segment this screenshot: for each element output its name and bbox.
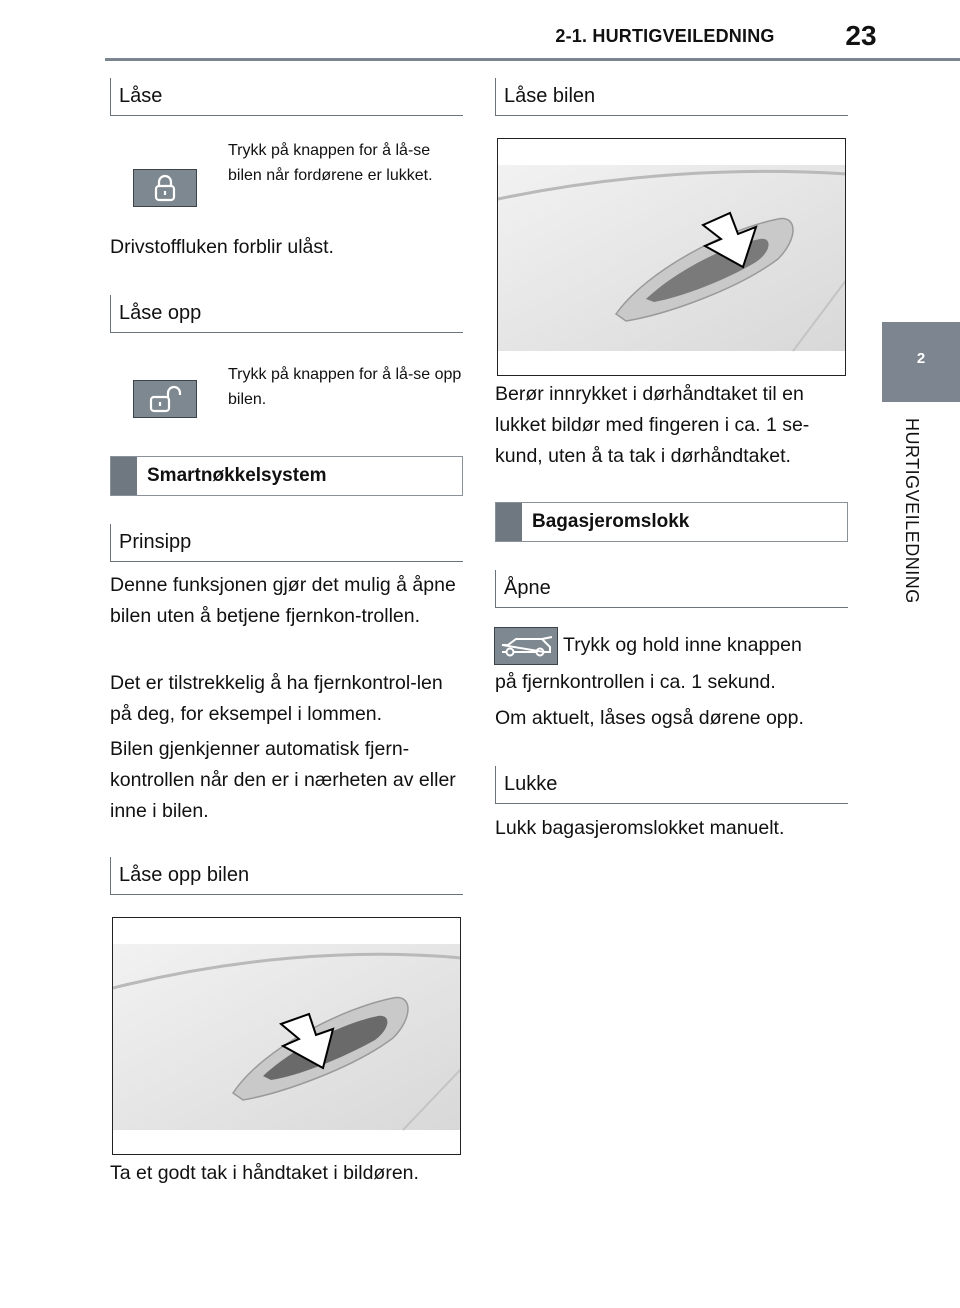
open-text-2: på fjernkontrollen i ca. 1 sekund.	[495, 671, 776, 693]
principle-heading: Prinsipp	[110, 524, 463, 562]
principle-paragraph-2: Det er tilstrekkelig å ha fjernkontrol-len på deg, for eksempel i lommen.	[110, 672, 443, 725]
smartkey-section-heading	[110, 456, 463, 496]
lock-car-heading: Låse bilen	[495, 78, 848, 116]
chapter-tab-label: HURTIGVEILEDNING	[902, 418, 922, 604]
fuel-flap-text: Drivstoffluken forblir ulåst.	[110, 236, 334, 258]
lock-note: Trykk på knappen for å lå-se bilen når fordørene er lukket.	[228, 142, 433, 184]
padlock-closed-icon	[133, 169, 197, 207]
lock-car-text: Berør innrykket i dørhåndtaket til en lukket bildør med fingeren i ca. 1 se-kund, uten å ta tak i dørhåndtaket.	[495, 383, 810, 467]
principle-paragraph-1: Denne funksjonen gjør det mulig å åpne bilen uten å betjene fjernkon-trollen.	[110, 574, 456, 627]
open-text-3: Om aktuelt, låses også dørene opp.	[495, 707, 804, 729]
section-marker	[496, 503, 522, 541]
lock-heading: Låse	[110, 78, 463, 116]
unlock-heading: Låse opp	[110, 295, 463, 333]
trunk-section-heading	[495, 502, 848, 542]
padlock-open-icon	[133, 380, 197, 418]
close-heading: Lukke	[495, 766, 848, 804]
trunk-section-title: Bagasjeromslokk	[532, 511, 690, 532]
section-marker	[111, 457, 137, 495]
unlock-car-heading: Låse opp bilen	[110, 857, 463, 895]
car-trunk-icon	[494, 627, 558, 665]
unlock-car-caption: Ta et godt tak i håndtaket i bildøren.	[110, 1162, 419, 1184]
door-handle-touch-illustration	[497, 138, 846, 376]
principle-paragraph-3: Bilen gjenkjenner automatisk fjern-kontrollen når den er i nærheten av eller inne i bilen.	[110, 738, 456, 822]
door-handle-grip-illustration	[112, 917, 461, 1155]
page-number: 23	[845, 20, 877, 51]
header-rule	[105, 58, 960, 61]
smartkey-section-title: Smartnøkkelsystem	[147, 465, 327, 486]
close-text: Lukk bagasjeromslokket manuelt.	[495, 817, 785, 839]
open-heading: Åpne	[495, 570, 848, 608]
chapter-tab-number: 2	[916, 350, 926, 367]
open-text-1: Trykk og hold inne knappen	[563, 634, 802, 656]
chapter-title: 2-1. HURTIGVEILEDNING	[555, 26, 775, 46]
unlock-note: Trykk på knappen for å lå-se opp bilen.	[228, 366, 462, 408]
